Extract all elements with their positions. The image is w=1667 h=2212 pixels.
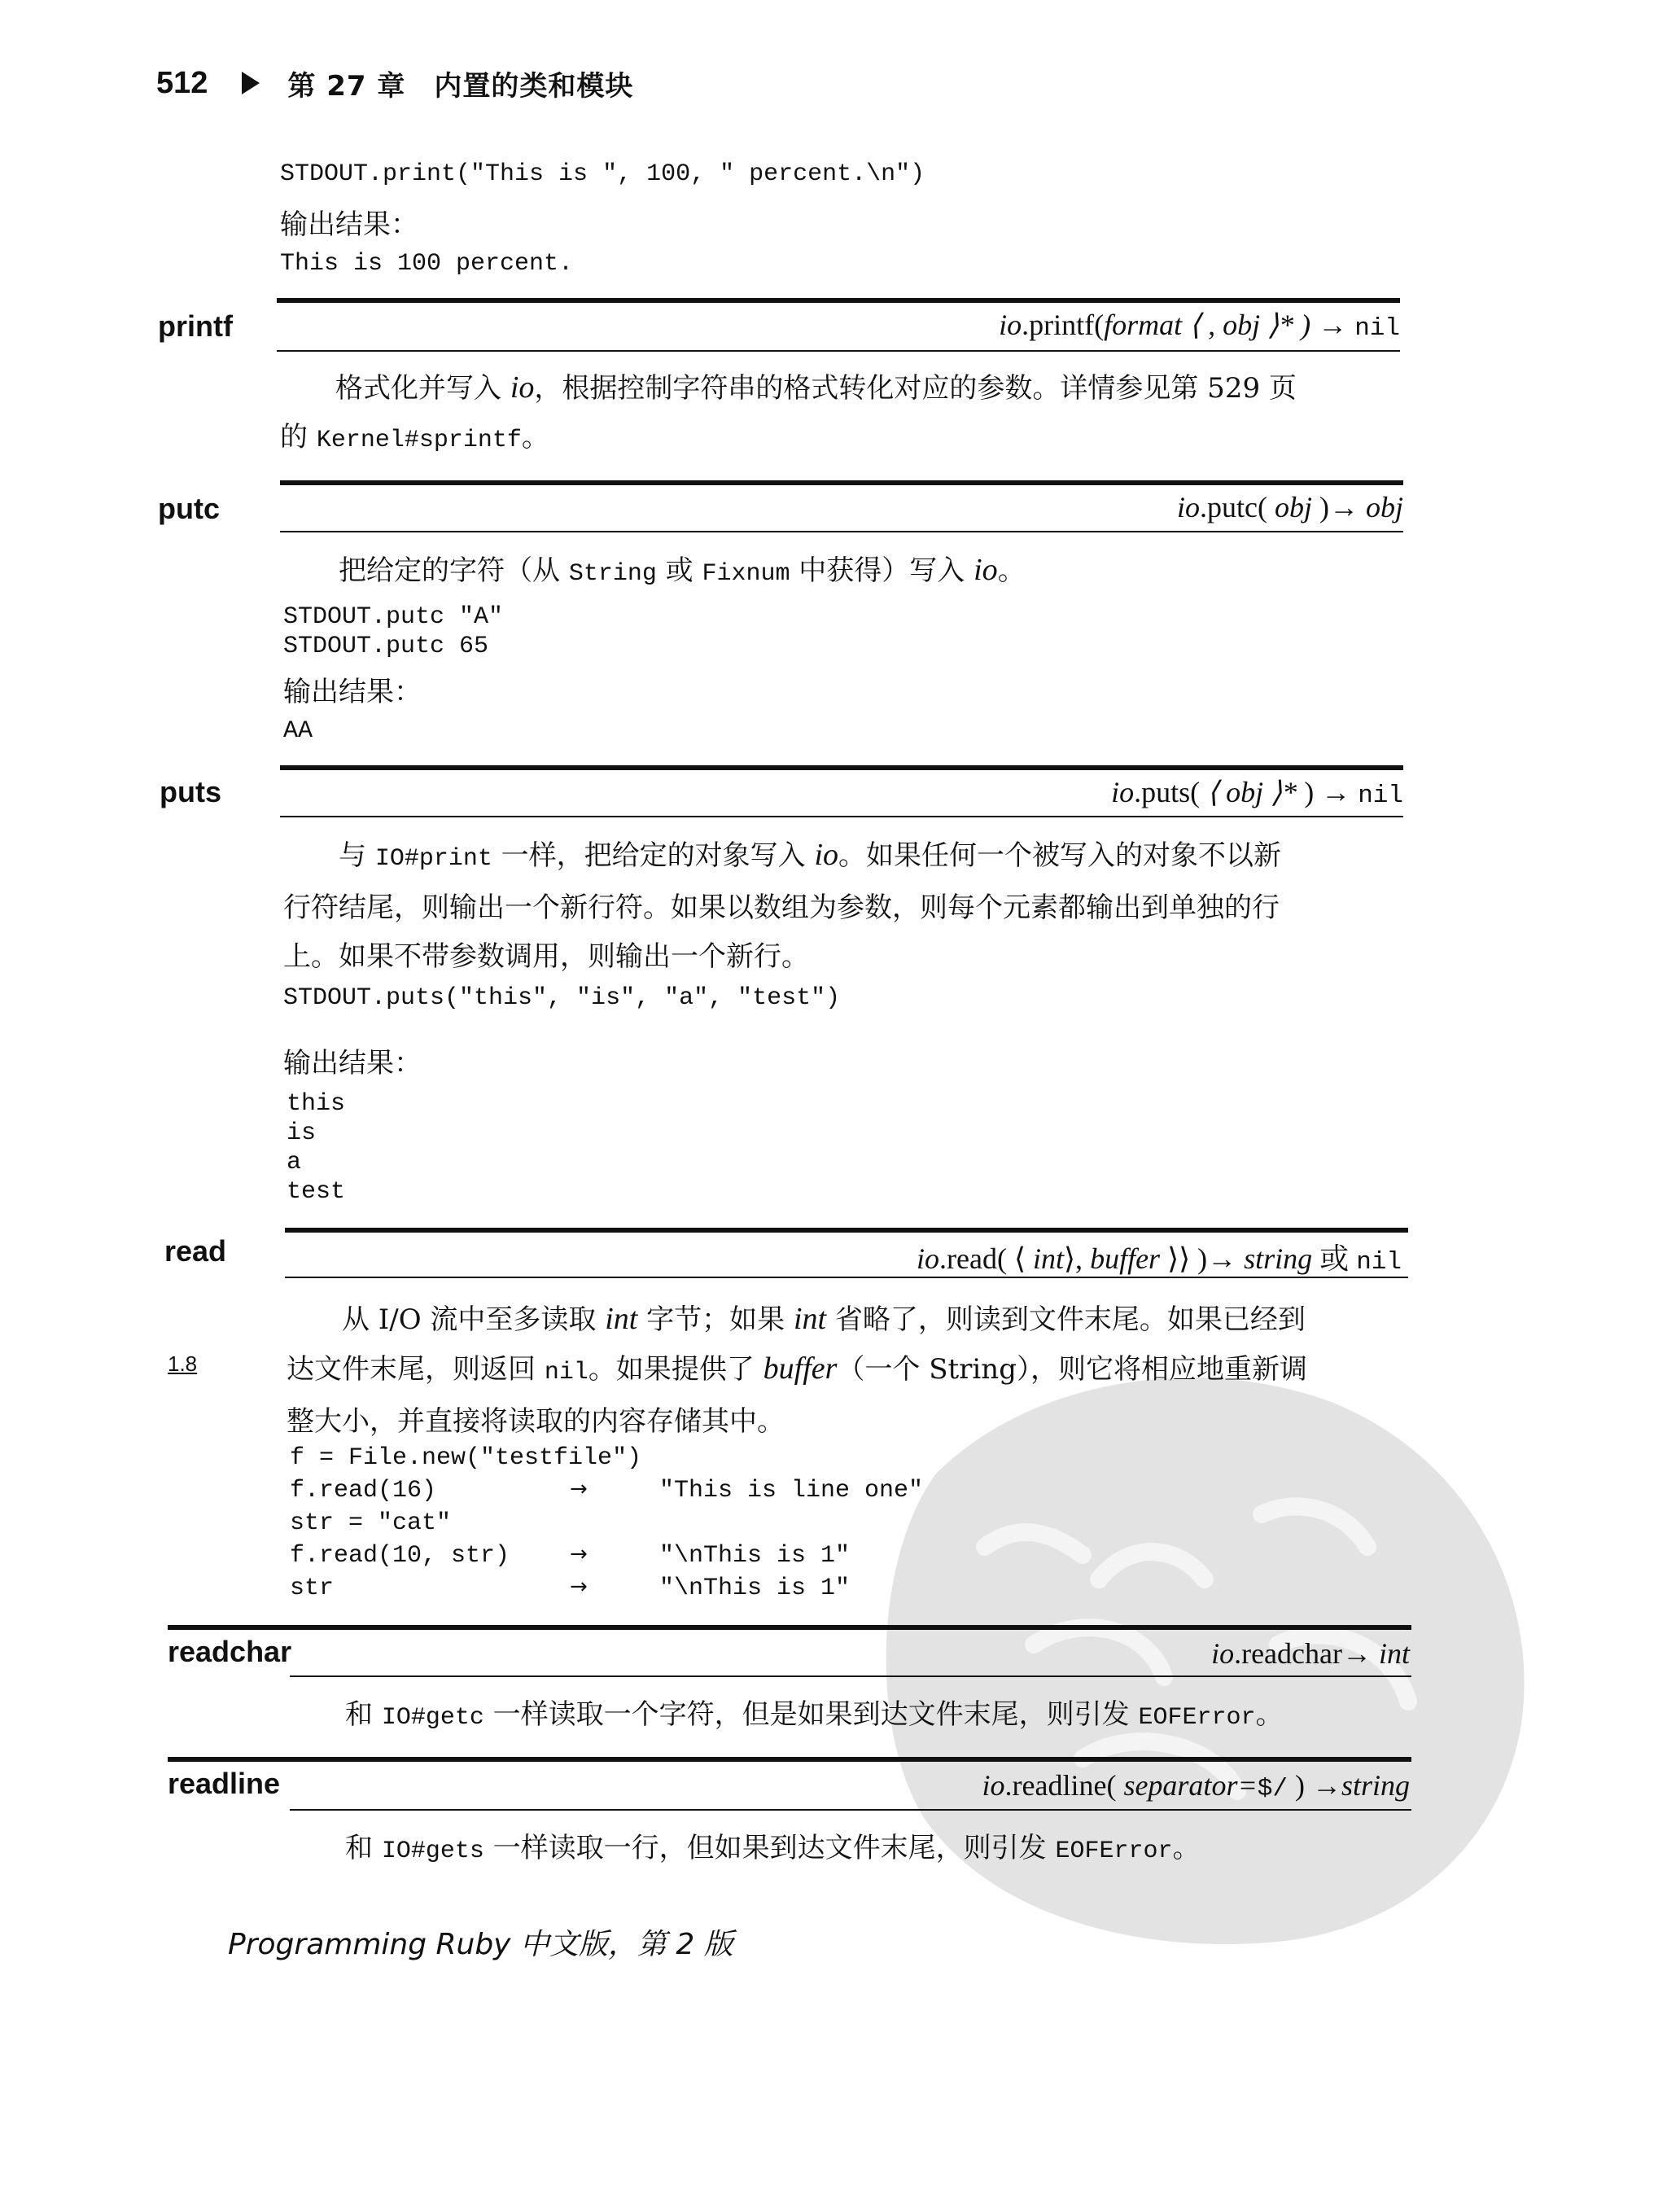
putc-output-label: 输出结果： (283, 676, 422, 708)
read-example-row: str = "cat" (290, 1509, 452, 1537)
version-note: 1.8 (168, 1351, 198, 1376)
intro-output: This is 100 percent. (280, 250, 574, 278)
read-example-result: "\nThis is 1" (659, 1575, 851, 1602)
putc-code: STDOUT.putc "A" STDOUT.putc 65 (283, 603, 504, 660)
read-description: 从 I/O 流中至多读取 int 字节；如果 int 省略了，则读到文件末尾。如果已经到 达文件末尾，则返回 nil。如果提供了 buffer（一个 String），则它将相应地重新调 整大小，并直接将读取的内容存储其中。 (287, 1302, 1307, 1438)
read-example-row: f.read(16) (290, 1477, 437, 1505)
putc-description: 把给定的字符（从 String 或 Fixnum 中获得）写入 io。 (339, 553, 1026, 588)
printf-bottom-rule (277, 350, 1400, 352)
read-bottom-rule (285, 1277, 1408, 1278)
putc-top-rule (280, 480, 1403, 485)
putc-bottom-rule (280, 531, 1403, 532)
triangle-right-icon (242, 72, 260, 94)
readchar-bottom-rule (290, 1675, 1411, 1677)
method-name-readline: readline (168, 1767, 281, 1800)
arrow-right-icon: → (570, 1542, 588, 1566)
page-number: 512 (156, 65, 208, 100)
puts-top-rule (280, 765, 1403, 770)
method-name-printf: printf (158, 309, 233, 343)
puts-bottom-rule (280, 816, 1403, 817)
readchar-description: 和 IO#getc 一样读取一个字符，但是如果到达文件末尾，则引发 EOFError。 (345, 1698, 1284, 1732)
method-name-readchar: readchar (168, 1635, 292, 1668)
putc-output: AA (283, 717, 313, 745)
puts-description: 与 IO#print 一样，把给定的对象写入 io。如果任何一个被写入的对象不以新 行符结尾，则输出一个新行符。如果以数组为参数，则每个元素都输出到单独的行 上。如果不带参数调用，则输出一个新行。 (283, 838, 1282, 973)
readchar-top-rule (168, 1625, 1411, 1630)
readline-signature: io.readline( separator=$/ ) →string (982, 1769, 1410, 1803)
read-signature: io.read( ⟨ int⟩, buffer ⟩⟩ )→ string 或 nil (917, 1242, 1402, 1277)
method-name-putc: putc (158, 492, 220, 525)
puts-output: this is a test (287, 1090, 346, 1206)
printf-top-rule (277, 298, 1400, 303)
read-example-row: f = File.new("testfile") (290, 1444, 642, 1472)
putc-signature: io.putc( obj )→ obj (1176, 491, 1403, 523)
read-example-result: "This is line one" (659, 1477, 924, 1505)
printf-description: 格式化并写入 io，根据控制字符串的格式转化对应的参数。详情参见第 529 页 的 Kernel#sprintf。 (280, 370, 1297, 454)
arrow-right-icon: → (570, 1477, 588, 1501)
book-footer: Programming Ruby 中文版，第 2 版 (228, 1928, 733, 1961)
puts-signature: io.puts( ⟨ obj ⟩* ) → nil (1111, 776, 1403, 810)
chapter-title: 第 27 章 内置的类和模块 (287, 69, 634, 103)
readchar-signature: io.readchar→ int (1211, 1637, 1410, 1670)
read-example-result: "\nThis is 1" (659, 1542, 851, 1570)
puts-code: STDOUT.puts("this", "is", "a", "test") (283, 984, 841, 1012)
method-name-puts: puts (160, 775, 221, 808)
read-example-row: f.read(10, str) (290, 1542, 510, 1570)
puts-output-label: 输出结果： (283, 1047, 422, 1080)
readline-description: 和 IO#gets 一样读取一行，但如果到达文件末尾，则引发 EOFError。 (345, 1832, 1201, 1865)
printf-signature: io.printf(format ⟨ , obj ⟩* ) → nil (999, 309, 1400, 343)
readline-top-rule (168, 1757, 1411, 1762)
arrow-right-icon: → (570, 1575, 588, 1599)
readline-bottom-rule (290, 1809, 1411, 1811)
read-example-row: str (290, 1575, 335, 1602)
intro-code: STDOUT.print("This is ", 100, " percent.\n") (280, 160, 925, 188)
read-top-rule (285, 1228, 1408, 1233)
page-header (156, 59, 633, 107)
method-name-read: read (164, 1234, 227, 1268)
intro-output-label: 输出结果： (280, 208, 418, 241)
